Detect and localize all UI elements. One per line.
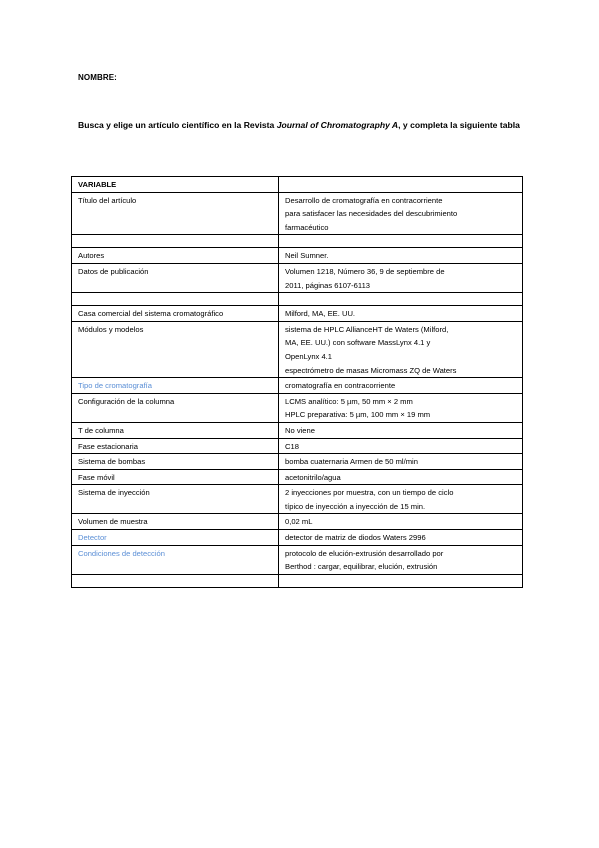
instruction-text-start: Busca y elige un artículo científico en la Revista bbox=[78, 120, 277, 130]
table-row bbox=[72, 192, 523, 235]
variables-table bbox=[71, 176, 523, 588]
variable-label-cell bbox=[72, 235, 279, 248]
variable-value-cell: acetonitrilo/agua bbox=[279, 469, 523, 485]
variable-value-cell bbox=[279, 235, 523, 248]
header-variable-cell: VARIABLE bbox=[72, 177, 279, 193]
table-row bbox=[72, 422, 523, 438]
table-header-row bbox=[72, 177, 523, 193]
table-row bbox=[72, 514, 523, 530]
table-row bbox=[72, 293, 523, 306]
table-row bbox=[72, 378, 523, 394]
variable-label-cell: Casa comercial del sistema cromatográfico bbox=[72, 306, 279, 322]
table-row bbox=[72, 393, 523, 422]
table-row bbox=[72, 248, 523, 264]
variable-label-cell: T de columna bbox=[72, 422, 279, 438]
variable-value-cell: detector de matriz de diodos Waters 2996 bbox=[279, 530, 523, 546]
header-value-cell bbox=[279, 177, 523, 193]
variable-value-cell: sistema de HPLC AllianceHT de Waters (Milford, MA, EE. UU.) con software MassLynx 4.1 y OpenLynx 4.1 espectrómetro de masas Micromass ZQ de Waters bbox=[279, 321, 523, 377]
variable-value-cell: 0,02 mL bbox=[279, 514, 523, 530]
variable-label-cell bbox=[72, 574, 279, 587]
variable-label-cell: Fase móvil bbox=[72, 469, 279, 485]
table-row bbox=[72, 321, 523, 377]
nombre-heading bbox=[78, 73, 117, 82]
variable-label-cell: Tipo de cromatografía bbox=[72, 378, 279, 394]
table-row bbox=[72, 469, 523, 485]
variable-value-cell: Neil Sumner. bbox=[279, 248, 523, 264]
variable-label-cell: Fase estacionaria bbox=[72, 438, 279, 454]
variable-label-cell: Volumen de muestra bbox=[72, 514, 279, 530]
instruction-text-end: , y completa la siguiente tabla bbox=[398, 120, 520, 130]
variable-value-cell: Milford, MA, EE. UU. bbox=[279, 306, 523, 322]
table-row bbox=[72, 485, 523, 514]
variable-value-cell bbox=[279, 293, 523, 306]
variable-label-cell: Sistema de bombas bbox=[72, 454, 279, 470]
variable-label-cell: Título del artículo bbox=[72, 192, 279, 235]
variable-value-cell: protocolo de elución-extrusión desarrollado por Berthod : cargar, equilibrar, elución, extrusión bbox=[279, 545, 523, 574]
nombre-label: NOMBRE : bbox=[78, 73, 117, 82]
table-row bbox=[72, 545, 523, 574]
table-row bbox=[72, 454, 523, 470]
table-row bbox=[72, 235, 523, 248]
variable-value-cell: Desarrollo de cromatografía en contracorriente para satisfacer las necesidades del descubrimiento farmacéutico bbox=[279, 192, 523, 235]
variable-value-cell: LCMS analítico: 5 µm, 50 mm × 2 mm HPLC preparativa: 5 µm, 100 mm × 19 mm bbox=[279, 393, 523, 422]
variable-label-cell: Configuración de la columna bbox=[72, 393, 279, 422]
variable-label-cell: Autores bbox=[72, 248, 279, 264]
variable-label-cell: Detector bbox=[72, 530, 279, 546]
variable-value-cell bbox=[279, 574, 523, 587]
variable-label-cell: Sistema de inyección bbox=[72, 485, 279, 514]
variable-value-cell: 2 inyecciones por muestra, con un tiempo de ciclo típico de inyección a inyección de 15 min. bbox=[279, 485, 523, 514]
variable-label-cell: Datos de publicación bbox=[72, 263, 279, 292]
variable-value-cell: cromatografía en contracorriente bbox=[279, 378, 523, 394]
journal-name: Journal of Chromatography A bbox=[276, 120, 399, 130]
table-row bbox=[72, 530, 523, 546]
variable-value-cell: No viene bbox=[279, 422, 523, 438]
variable-label-cell: Condiciones de detección bbox=[72, 545, 279, 574]
variable-value-cell: Volumen 1218, Número 36, 9 de septiembre de 2011, páginas 6107-6113 bbox=[279, 263, 523, 292]
table-row bbox=[72, 306, 523, 322]
instructions-paragraph bbox=[78, 117, 522, 134]
table-row bbox=[72, 263, 523, 292]
variable-label-cell: Módulos y modelos bbox=[72, 321, 279, 377]
table-row bbox=[72, 574, 523, 587]
variable-value-cell: C18 bbox=[279, 438, 523, 454]
variable-label-cell bbox=[72, 293, 279, 306]
variable-value-cell: bomba cuaternaria Armen de 50 ml/min bbox=[279, 454, 523, 470]
table-row bbox=[72, 438, 523, 454]
